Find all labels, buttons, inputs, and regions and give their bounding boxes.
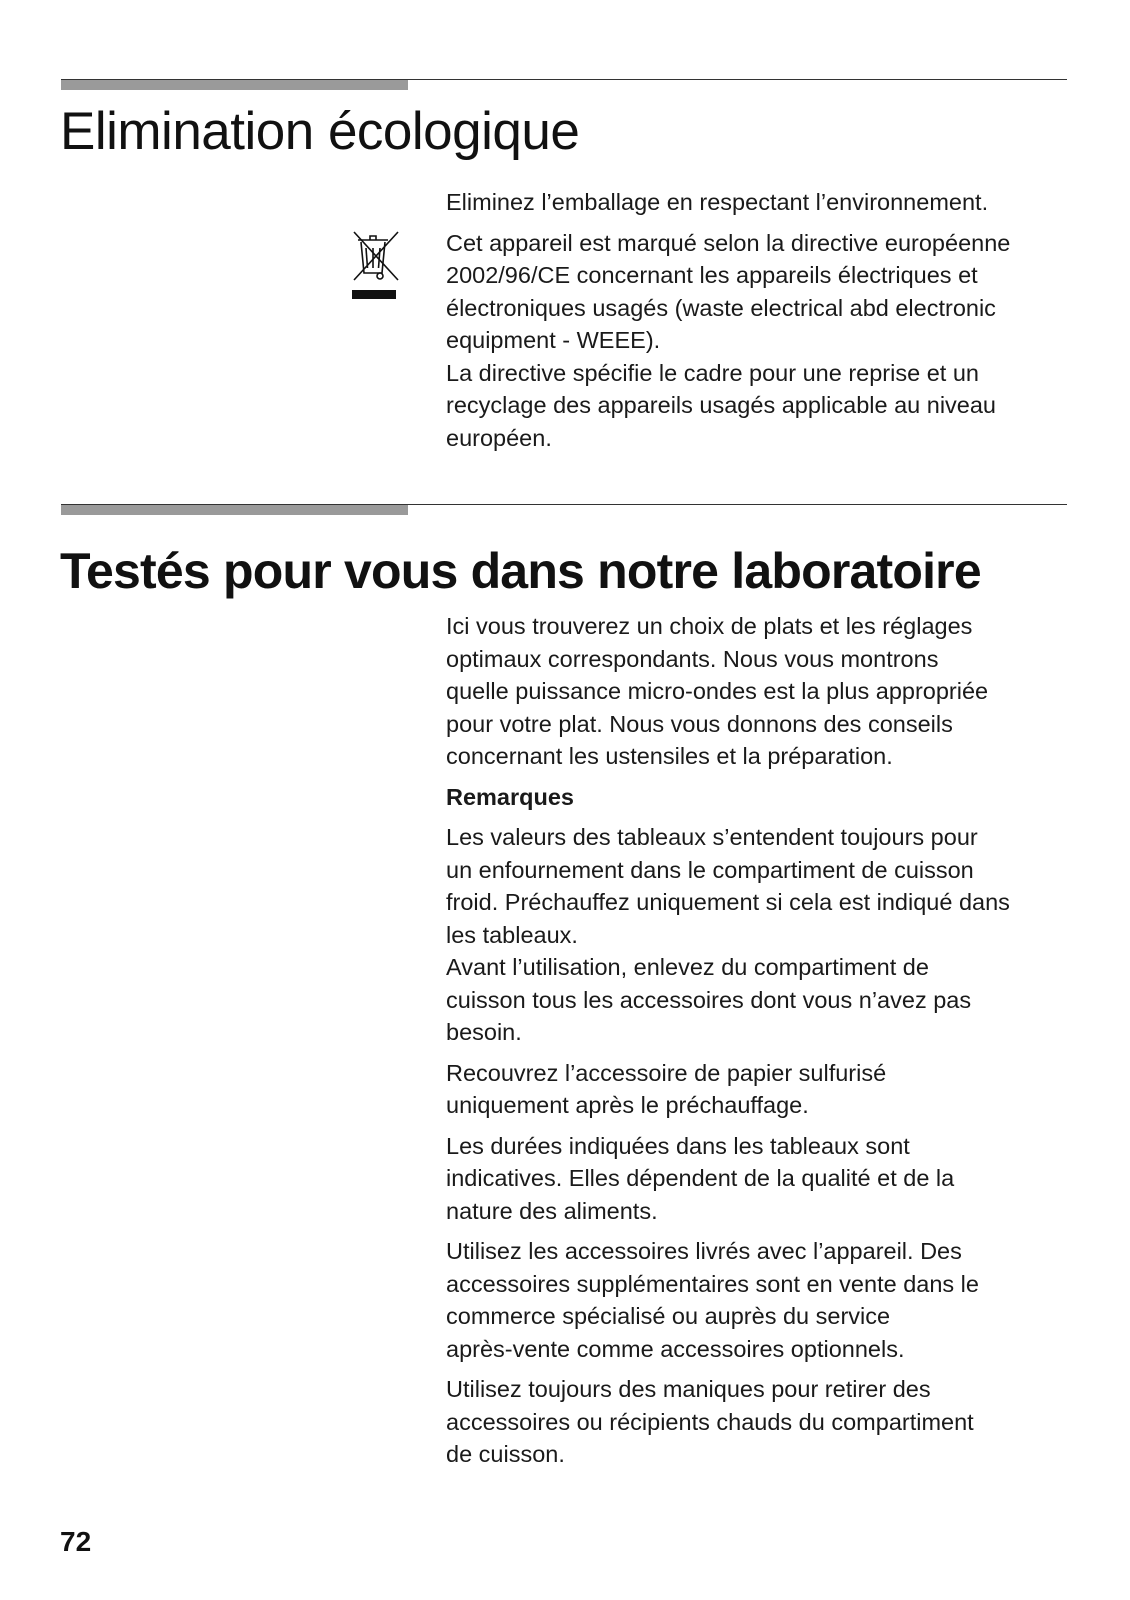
note-paragraph bbox=[446, 1373, 1086, 1471]
text-line: accessoires ou récipients chauds du compartiment bbox=[446, 1408, 974, 1435]
text-line: après-vente comme accessoires optionnels. bbox=[446, 1335, 905, 1362]
remarques-subheading: Remarques bbox=[446, 783, 574, 810]
section2-intro bbox=[446, 610, 1086, 773]
text-line: concernant les ustensiles et la préparation. bbox=[446, 743, 893, 769]
text-line: électroniques usagés (waste electrical abd electronic bbox=[446, 294, 996, 321]
text-line: Recouvrez l’accessoire de papier sulfurisé bbox=[446, 1059, 887, 1086]
text-line: de cuisson. bbox=[446, 1441, 565, 1467]
note-paragraph bbox=[446, 1057, 1086, 1122]
section1-para2 bbox=[446, 227, 1086, 455]
text-line: Avant l’utilisation, enlevez du compartiment de bbox=[446, 954, 929, 980]
text-line: Les durées indiquées dans les tableaux sont bbox=[446, 1132, 910, 1159]
text-line: européen. bbox=[446, 424, 552, 451]
text-line: pour votre plat. Nous vous donnons des conseils bbox=[446, 710, 953, 737]
text-line: nature des aliments. bbox=[446, 1197, 658, 1224]
note-paragraph bbox=[446, 1235, 1086, 1365]
text-line: cuisson tous les accessoires dont vous n’avez pas bbox=[446, 986, 972, 1013]
section2-title: Testés pour vous dans notre laboratoire bbox=[60, 543, 981, 599]
section1-para1: Eliminez l’emballage en respectant l’environnement. bbox=[446, 189, 989, 215]
text-line: Les valeurs des tableaux s’entendent toujours pour bbox=[446, 824, 978, 850]
section1-body bbox=[446, 186, 1086, 454]
text-line: quelle puissance micro-ondes est la plus appropriée bbox=[446, 678, 989, 704]
note-paragraph bbox=[446, 821, 1086, 1049]
text-line: La directive spécifie le cadre pour une reprise et un bbox=[446, 359, 979, 386]
text-line: besoin. bbox=[446, 1019, 522, 1045]
text-line: commerce spécialisé ou auprès du service bbox=[446, 1303, 891, 1329]
section1-title: Elimination écologique bbox=[60, 102, 580, 161]
section1-rule-bar bbox=[61, 80, 408, 90]
text-line: accessoires supplémentaires sont en vente dans le bbox=[446, 1270, 979, 1297]
page-number: 72 bbox=[60, 1526, 92, 1557]
text-line: un enfournement dans le compartiment de cuisson bbox=[446, 856, 974, 883]
text-line: Utilisez toujours des maniques pour retirer des bbox=[446, 1376, 931, 1402]
text-line: recyclage des appareils usagés applicable au niveau bbox=[446, 392, 997, 418]
text-line: Utilisez les accessoires livrés avec l’appareil. Des bbox=[446, 1238, 962, 1264]
text-line: optimaux correspondants. Nous vous montrons bbox=[446, 645, 939, 672]
text-line: indicatives. Elles dépendent de la qualité et de la bbox=[446, 1165, 955, 1191]
section2-rule-bar bbox=[61, 505, 408, 515]
section2-body bbox=[446, 610, 1086, 1471]
text-line: 2002/96/CE concernant les appareils électriques et bbox=[446, 262, 978, 288]
text-line: les tableaux. bbox=[446, 921, 578, 948]
text-line: froid. Préchauffez uniquement si cela est indiqué dans bbox=[446, 889, 1010, 915]
text-line: uniquement après le préchauffage. bbox=[446, 1092, 809, 1118]
weee-crossed-bin-icon bbox=[352, 230, 402, 304]
text-line: Ici vous trouverez un choix de plats et les réglages bbox=[446, 613, 973, 639]
note-paragraph bbox=[446, 1130, 1086, 1228]
text-line: Cet appareil est marqué selon la directive européenne bbox=[446, 229, 1011, 256]
text-line: equipment - WEEE). bbox=[446, 327, 661, 353]
